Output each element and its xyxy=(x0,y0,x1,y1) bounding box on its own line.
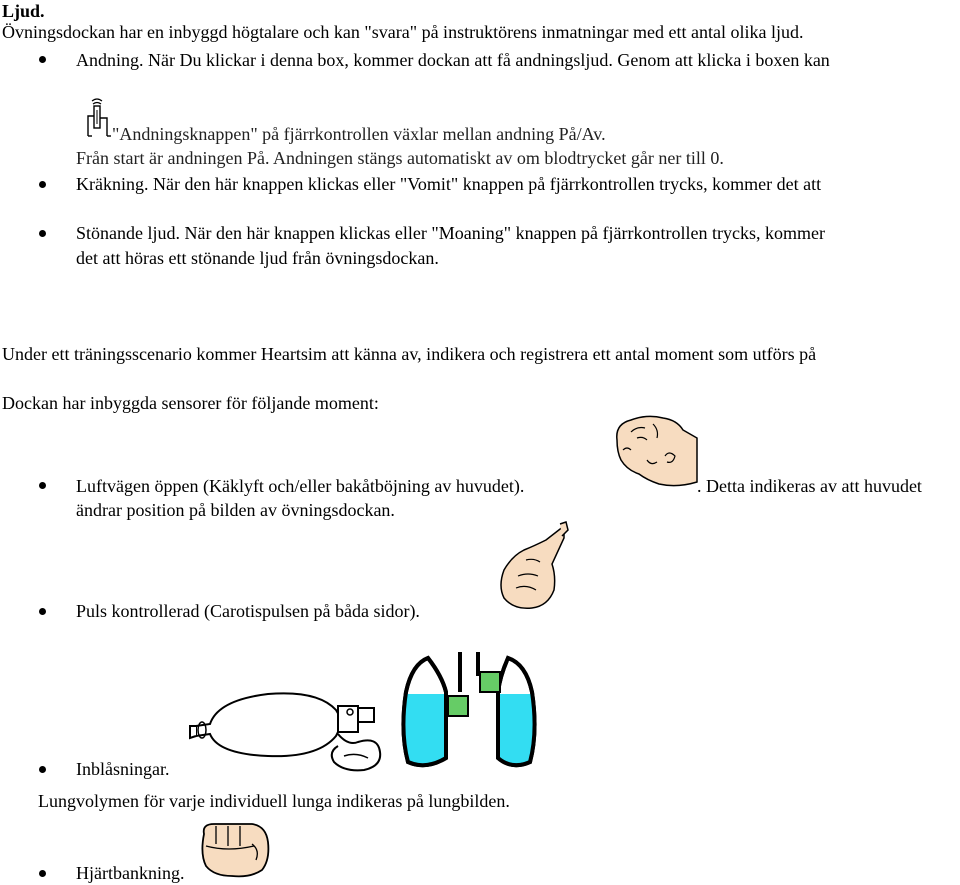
bullet xyxy=(39,482,46,489)
scenario-text: Under ett träningsscenario kommer Heartsim att känna av, indikera och registrera ett antal moment som utförs på xyxy=(2,344,817,364)
airway-text-continued: . Detta indikeras av att huvudet xyxy=(697,476,922,496)
airway-text-2: ändrar position på bilden av övningsdockan. xyxy=(76,500,395,520)
lungs-icon xyxy=(398,652,548,772)
airway-text: Luftvägen öppen (Käklyft och/eller bakåtböjning av huvudet). xyxy=(76,476,525,496)
moaning-text: Stönande ljud. När den här knappen klickas eller "Moaning" knappen på fjärrkontrollen trycks, kommer xyxy=(76,223,825,243)
bullet xyxy=(39,56,46,63)
lung-volume-text: Lungvolymen för varje individuell lunga indikeras på lungbilden. xyxy=(38,791,510,811)
bullet xyxy=(39,766,46,773)
pulse-text: Puls kontrollerad (Carotispulsen på båda sidor). xyxy=(76,601,420,621)
intro-text: Övningsdockan har en inbyggd högtalare och kan "svara" på instruktörens inmatningar med ett antal olika ljud. xyxy=(2,22,804,42)
breathing-text: Andning. När Du klickar i denna box, kommer dockan att få andningsljud. Genom att klicka i boxen kan xyxy=(76,50,830,70)
bullet xyxy=(39,230,46,237)
pulse-check-hand-icon xyxy=(494,520,570,612)
compressions-text: Hjärtbankning. xyxy=(76,863,185,883)
vomit-text: Kräkning. När den här knappen klickas eller "Vomit" knappen på fjärrkontrollen trycks, kommer det att xyxy=(76,174,822,194)
breathing-button-icon[interactable] xyxy=(80,96,114,142)
ventilation-text: Inblåsningar. xyxy=(76,759,170,779)
bullet xyxy=(39,608,46,615)
bag-valve-mask-icon xyxy=(188,686,388,776)
head-tilt-icon xyxy=(607,410,699,492)
bullet xyxy=(39,181,46,188)
sensors-text: Dockan har inbyggda sensorer för följande moment: xyxy=(2,393,379,413)
breathing-remote-text: "Andningsknappen" på fjärrkontrollen växlar mellan andning På/Av. xyxy=(112,124,606,144)
bullet xyxy=(39,870,46,877)
section-heading: Ljud. xyxy=(2,1,45,21)
breathing-start-text: Från start är andningen På. Andningen stängs automatiskt av om blodtrycket går ner till 0. xyxy=(76,148,724,168)
moaning-text-2: det att höras ett stönande ljud från övningsdockan. xyxy=(76,248,439,268)
chest-compression-fist-icon xyxy=(198,820,272,880)
